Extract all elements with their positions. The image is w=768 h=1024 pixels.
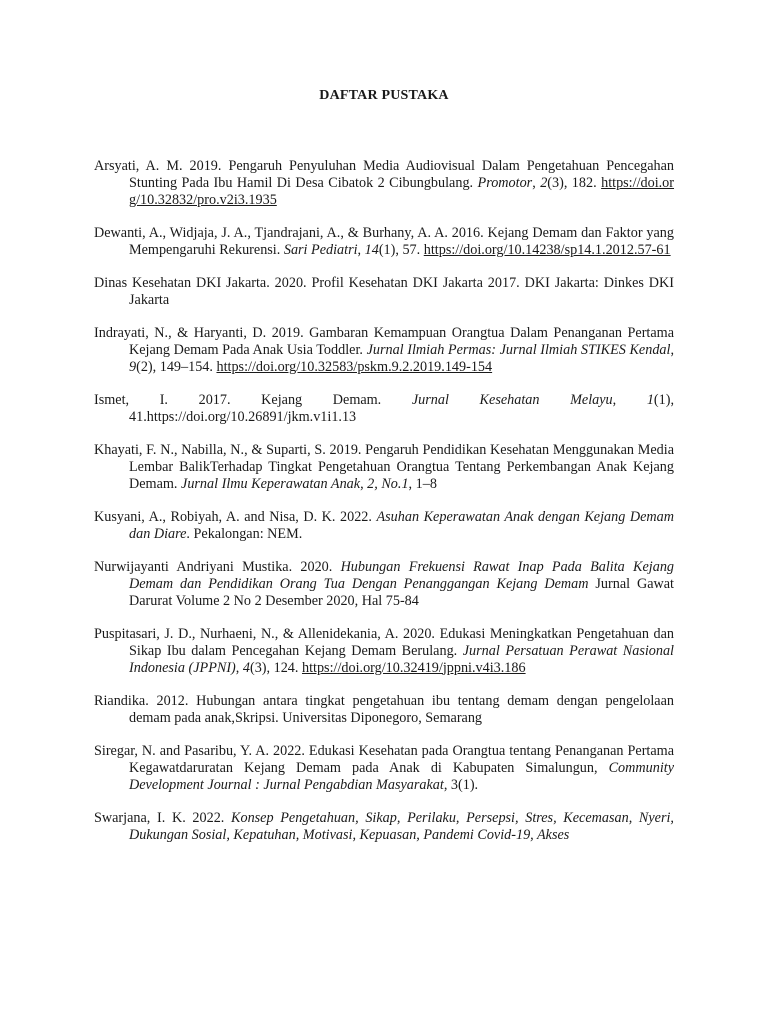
reference-issue-pages: (2), 149–154. — [136, 358, 217, 375]
reference-entry-5 — [94, 392, 674, 426]
reference-text: Kusyani, A., Robiyah, A. and Nisa, D. K. 2022. — [94, 508, 377, 525]
reference-text: Puspitasari, J. D., Nurhaeni, N., & Allenidekania, A. 2020. Edukasi Meningkatkan Pengetahuan dan Sikap Ibu dalam Pencegahan Kejang Demam Berulang. — [94, 625, 674, 659]
reference-source-title: Asuhan Keperawatan Anak dengan Kejang Demam dan Diare — [129, 508, 674, 542]
reference-entry-7 — [94, 509, 674, 543]
reference-source-title: Jurnal Ilmiah Permas: Jurnal Ilmiah STIKES Kendal — [366, 341, 671, 358]
reference-volume: 1 — [646, 391, 654, 408]
reference-issue-pages: (3), 124. — [249, 659, 302, 676]
reference-source-title: Jurnal Kesehatan Melayu — [411, 391, 613, 408]
reference-entry-11 — [94, 743, 674, 793]
reference-text: Indrayati, N., & Haryanti, D. 2019. Gambaran Kemampuan Orangtua Dalam Penanganan Pertama Kejang Demam Pada Anak Usia Toddler. — [94, 325, 674, 358]
reference-entry-2 — [94, 225, 674, 259]
reference-entry-8 — [94, 559, 674, 609]
reference-source-title: Konsep Pengetahuan, Sikap, Perilaku, Persepsi, Stres, Kecemasan, Nyeri, Dukungan Sosial, Kepatuhan, Motivasi, Kepuasan, Pandemi Covid-19, Akses — [129, 809, 674, 843]
reference-source-title: Jurnal Ilmu Keperawatan Anak — [181, 475, 361, 492]
reference-entry-9 — [94, 626, 674, 676]
reference-text: Dewanti, A., Widjaja, J. A., Tjandrajani, A., & Burhany, A. A. 2016. Kejang Demam dan Faktor yang Mempengaruhi Rekurensi. — [94, 224, 674, 258]
reference-text: Swarjana, I. K. 2022. — [94, 809, 232, 826]
reference-text-middle: , — [670, 341, 675, 358]
reference-text-middle: , — [357, 241, 365, 258]
reference-issue-pages: (3), 182. — [547, 174, 602, 191]
reference-entry-1 — [94, 158, 674, 208]
reference-text-middle: , — [360, 475, 368, 492]
reference-text: Ismet, I. 2017. Kejang Demam. — [94, 391, 412, 408]
reference-issue-pages: , 1–8 — [408, 475, 437, 492]
reference-text-middle: , — [532, 174, 541, 191]
reference-source-title: Jurnal Persatuan Perawat Nasional Indonesia (JPPNI) — [129, 642, 675, 676]
reference-doi-link[interactable]: https://doi.org/10.32832/pro.v2i3.1935 — [129, 174, 675, 208]
reference-text: Siregar, N. and Pasaribu, Y. A. 2022. Edukasi Kesehatan pada Orangtua tentang Penanganan Pertama Kegawatdaruratan Kejang Demam pada Anak di Kabupaten Simalungun, — [94, 742, 674, 776]
reference-text-middle: , — [235, 659, 243, 676]
reference-volume: 2 — [540, 174, 548, 191]
reference-doi-link[interactable]: https://doi.org/10.32583/pskm.9.2.2019.149-154 — [216, 358, 493, 375]
reference-volume: 14 — [364, 241, 379, 258]
reference-entry-10 — [94, 693, 674, 727]
reference-text-middle: Jurnal Gawat Darurat Volume 2 No 2 Desember 2020, Hal 75-84 — [129, 575, 674, 609]
reference-source-title: Hubungan Frekuensi Rawat Inap Pada Balita Kejang Demam dan Pendidikan Orang Tua Dengan Penanggangan Kejang Demam — [129, 559, 675, 592]
page-title: DAFTAR PUSTAKA — [319, 88, 449, 103]
reference-entry-3 — [94, 275, 674, 309]
reference-doi-link[interactable]: https://doi.org/10.32419/jppni.v4i3.186 — [301, 659, 526, 676]
reference-issue-pages: (1), 57. — [378, 241, 424, 258]
reference-volume: 2, No.1 — [367, 475, 409, 492]
reference-doi-link[interactable]: https://doi.org/10.14238/sp14.1.2012.57-61 — [423, 241, 671, 258]
reference-text: Riandika. 2012. Hubungan antara tingkat pengetahuan ibu tentang demam dengan pengelolaan demam pada anak,Skripsi. Universitas Diponegoro, Semarang — [94, 692, 674, 726]
reference-source-title: Promotor — [477, 174, 533, 191]
reference-list — [94, 158, 674, 860]
reference-text: Nurwijayanti Andriyani Mustika. 2020. — [94, 559, 341, 576]
reference-text: Khayati, F. N., Nabilla, N., & Suparti, S. 2019. Pengaruh Pendidikan Kesehatan Menggunakan Media Lembar BalikTerhadap Tingkat Pengetahuan Orangtua Tentang Perkembangan Anak Kejang Demam. — [94, 442, 674, 492]
reference-text: Dinas Kesehatan DKI Jakarta. 2020. Profil Kesehatan DKI Jakarta 2017. DKI Jakarta: Dinkes DKI Jakarta — [94, 274, 674, 308]
reference-text-middle: . Pekalongan: NEM. — [186, 525, 303, 542]
reference-text: Arsyati, A. M. 2019. Pengaruh Penyuluhan Media Audiovisual Dalam Pengetahuan Pencegahan Stunting Pada Ibu Hamil Di Desa Cibatok 2 Cibungbulang. — [94, 158, 674, 191]
reference-source-title: Community Development Journal : Jurnal Pengabdian Masyarakat — [129, 759, 674, 793]
reference-entry-12 — [94, 810, 674, 844]
reference-entry-4 — [94, 325, 674, 375]
reference-entry-6 — [94, 442, 674, 492]
reference-source-title: Sari Pediatri — [283, 241, 358, 258]
reference-volume: 4 — [242, 659, 250, 676]
reference-text-middle: , — [612, 391, 647, 408]
reference-volume: 9 — [129, 358, 137, 375]
reference-text-middle: , 3(1). — [443, 776, 479, 793]
reference-issue-pages: (1), 41.https://doi.org/10.26891/jkm.v1i1.13 — [129, 391, 675, 425]
